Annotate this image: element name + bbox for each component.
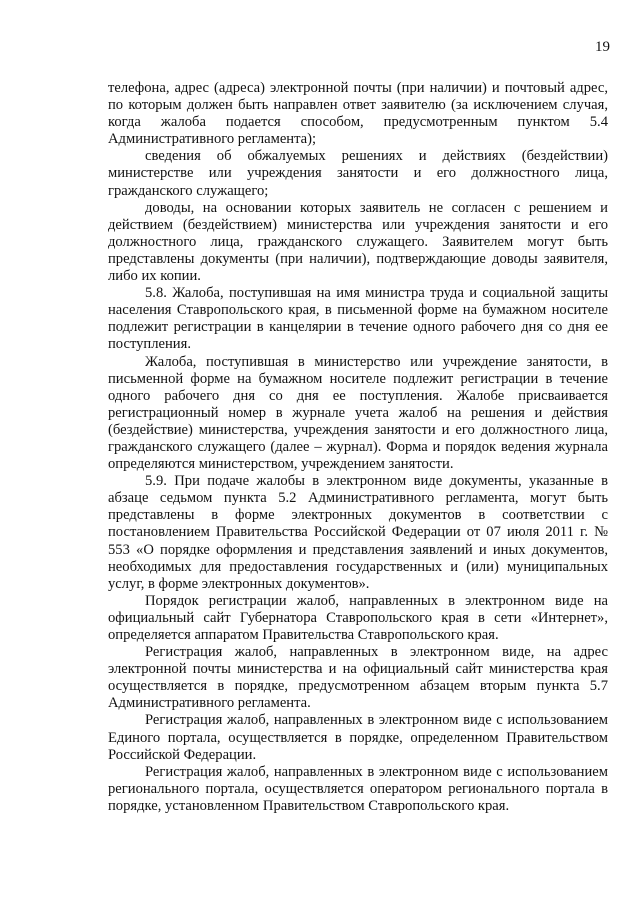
paragraph-regional-portal: Регистрация жалоб, направленных в электронном виде с использованием регионального портала, осуществляется оператором регионального портала в порядке, установленном Правительством Ставропольского края. <box>108 763 608 814</box>
paragraph-5-8: 5.8. Жалоба, поступившая на имя министра труда и социальной защиты населения Ставропольского края, в письменной форме на бумажном носителе подлежит регистрации в канцелярии в течение одного рабочего дня со дня ее поступления. <box>108 285 608 353</box>
page-number: 19 <box>595 39 610 55</box>
paragraph-governor-site: Порядок регистрации жалоб, направленных в электронном виде на официальный сайт Губернатора Ставропольского края в сети «Интернет», определяется аппаратом Правительства Ставропольского края. <box>108 592 608 643</box>
paragraph-5-9: 5.9. При подаче жалобы в электронном виде документы, указанные в абзаце седьмом пункта 5.2 Административного регламента, могут быть представлены в форме электронных документов в соответствии с постановлением Правительства Российской Федерации от 07 июля 2011 г. № 553 «О порядке оформления и представления заявлений и иных документов, необходимых для предоставления государственных и (или) муниципальных услуг, в форме электронных документов». <box>108 473 608 592</box>
paragraph-applicant-arguments: доводы, на основании которых заявитель не согласен с решением и действием (бездействием) министерства или учреждения занятости и его должностного лица, гражданского служащего. Заявителем могут быть представлены документы (при наличии), подтверждающие доводы заявителя, либо их копии. <box>108 199 608 285</box>
document-body <box>108 80 608 815</box>
paragraph-complaint-registration: Жалоба, поступившая в министерство или учреждение занятости, в письменной форме на бумажном носителе подлежит регистрации в течение одного рабочего дня со дня ее поступления. Жалобе присваивается регистрационный номер в журнале учета жалоб на решения и действия (бездействие) министерства, учреждения занятости и его должностного лица, гражданского служащего (далее – журнал). Форма и порядок ведения журнала определяются министерством, учреждением занятости. <box>108 353 608 473</box>
paragraph-unified-portal: Регистрация жалоб, направленных в электронном виде с использованием Единого портала, осуществляется в порядке, определенном Правительством Российской Федерации. <box>108 712 608 763</box>
paragraph-email-registration: Регистрация жалоб, направленных в электронном виде, на адрес электронной почты министерства и на официальный сайт министерства края осуществляется в порядке, предусмотренном абзацем вторым пункта 5.7 Административного регламента. <box>108 644 608 712</box>
paragraph-appealed-decisions: сведения об обжалуемых решениях и действиях (бездействии) министерстве или учреждения занятости и его должностного лица, гражданского служащего; <box>108 148 608 199</box>
paragraph-applicant-contacts: телефона, адрес (адреса) электронной почты (при наличии) и почтовый адрес, по которым должен быть направлен ответ заявителю (за исключением случая, когда жалоба подается способом, предусмотренным пунктом 5.4 Административного регламента); <box>108 80 608 148</box>
